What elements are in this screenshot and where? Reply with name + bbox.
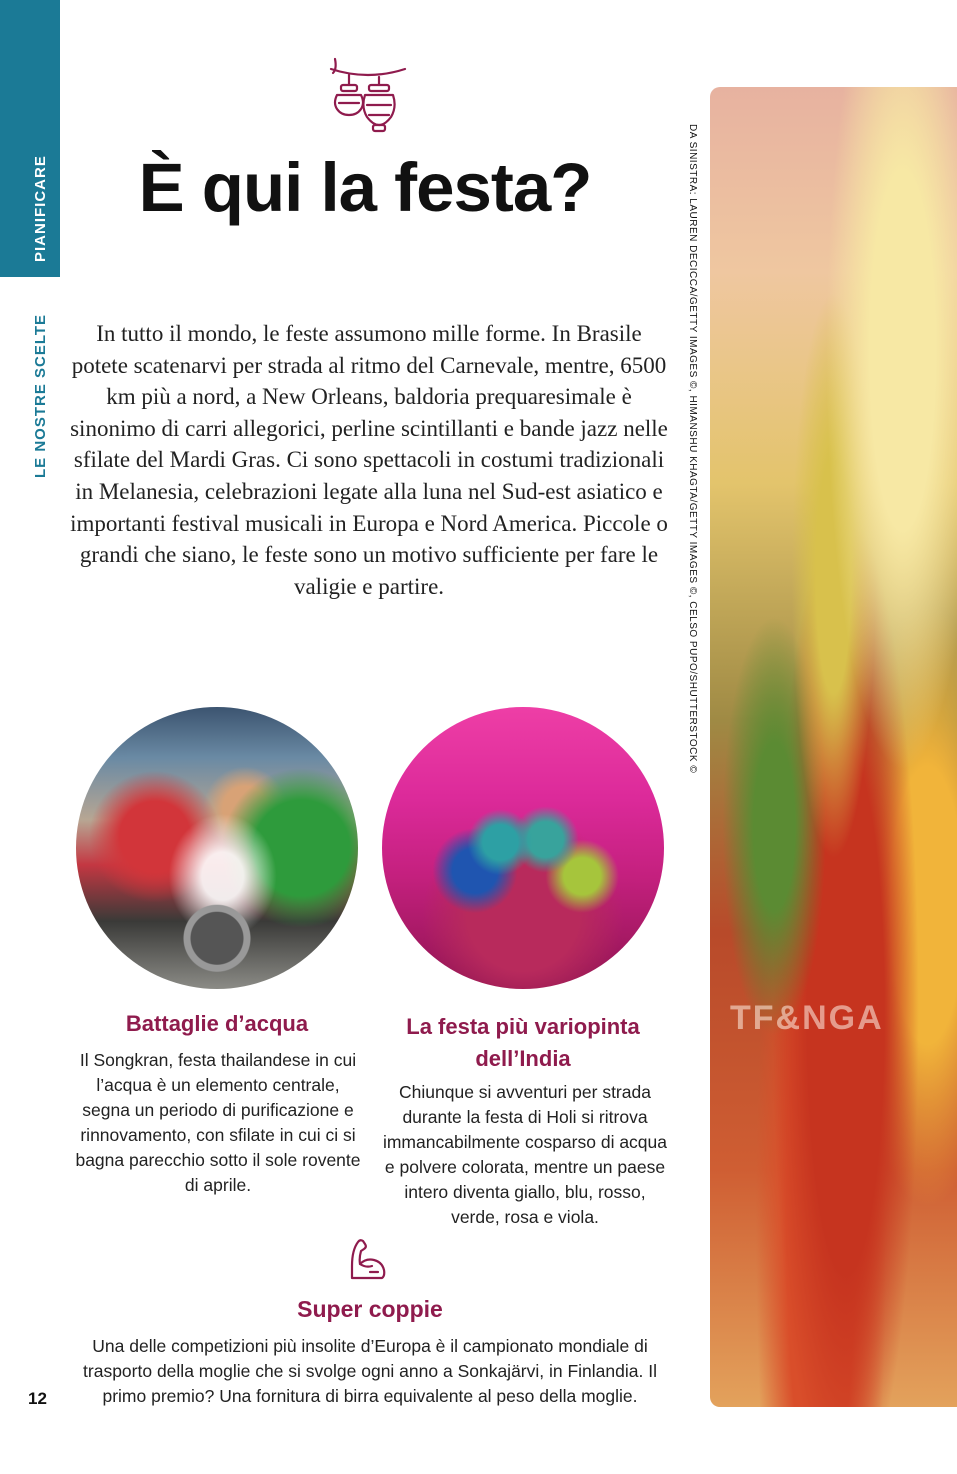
super-couples-heading: Super coppie	[297, 1296, 443, 1322]
photo-credit: DA SINISTRA: LAUREN DECICCA/GETTY IMAGES ©, HIMANSHU KHAGTA/GETTY IMAGES ©, CELSO PUPO/SHUTTERSTOCK ©	[687, 124, 698, 774]
section-tab	[0, 0, 60, 277]
flexed-arm-icon	[346, 1236, 392, 1282]
festival-hero-photo	[710, 87, 957, 1407]
holi-heading: La festa più variopinta dell’India	[406, 1014, 640, 1071]
super-couples-text: Una delle competizioni più insolite d’Europa è il campionato mondiale di trasporto della moglie che si svolge ogni anno a Sonkajärvi, in Finlandia. Il primo premio? Una fornitura di birra equivalente al peso della moglie.	[83, 1336, 657, 1406]
holi-photo	[382, 707, 664, 989]
hero-photo-texture: TF&NGA	[730, 999, 884, 1037]
section-label: PIANIFICARE	[32, 155, 49, 262]
holi-text: Chiunque si avventuri per strada durante la festa di Holi si ritrova immancabilmente cosparso di acqua e polvere colorata, mentre un paese intero diventa giallo, blu, rosso, verde, rosa e viola.	[382, 1082, 668, 1227]
page-title: È qui la festa?	[138, 149, 592, 226]
water-fights-heading: Battaglie d’acqua	[125, 1011, 309, 1036]
page-number: 12	[28, 1389, 47, 1408]
songkran-photo	[76, 707, 358, 989]
intro-paragraph: In tutto il mondo, le feste assumono mille forme. In Brasile potete scatenarvi per strada al ritmo del Carnevale, mentre, 6500 km più a nord, a New Orleans, baldoria prequaresimale è sinonimo di carri allegorici, perline scintillanti e bande jazz nelle sfilate del Mardi Gras. Ci sono spettacoli in costumi tradizionali in Melanesia, celebrazioni legate alla luna nel Sud-est asiatico e importanti festival musicali in Europa e Nord America. Piccole o grandi che siano, le feste sono un motivo sufficiente per fare le valigie e partire.	[70, 321, 668, 599]
water-fights-text: Il Songkran, festa thailandese in cui l’acqua è un elemento centrale, segna un periodo di purificazione e rinnovamento, con sfilate in cui ci si bagna parecchio sotto il sole rovente di aprile.	[75, 1050, 361, 1195]
lantern-icon	[327, 55, 409, 135]
chapter-label: LE NOSTRE SCELTE	[32, 313, 49, 478]
